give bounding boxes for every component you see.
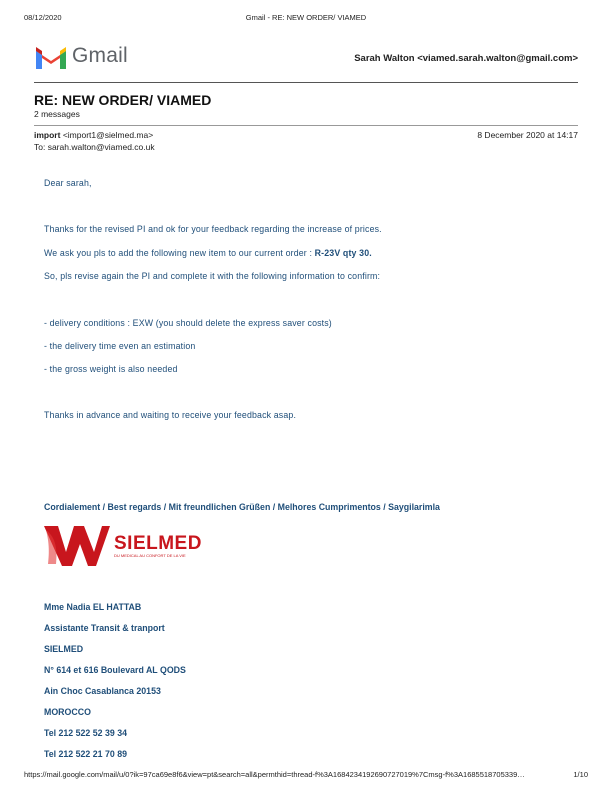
signature-address[interactable]: N° 614 et 616 Boulevard AL QODS [44,665,186,675]
sielmed-logo-tagline: DU MEDICAL AU CONFORT DE LA VIE [114,553,186,558]
body-line: - the gross weight is also needed [44,364,178,374]
body-line: Thanks for the revised PI and ok for your feedback regarding the increase of prices. [44,224,382,234]
message-date: 8 December 2020 at 14:17 [477,130,578,140]
page-number: 1/10 [573,770,588,779]
divider [34,125,578,126]
body-line: So, pls revise again the PI and complete it with the following information to confirm: [44,271,381,281]
signature-name: Mme Nadia EL HATTAB [44,602,142,612]
body-line: - delivery conditions : EXW (you should delete the express saver costs) [44,318,332,328]
signature-city[interactable]: Ain Choc Casablanca 20153 [44,686,161,696]
sender-email: <import1@sielmed.ma> [62,130,154,140]
greeting-line: Dear sarah, [44,178,92,188]
sielmed-logo-text: SIELMED [114,533,202,554]
sender-name: import [34,130,61,140]
body-line [44,248,372,258]
sender [34,130,153,140]
signature-company: SIELMED [44,644,84,654]
signature-country: MOROCCO [44,707,91,717]
signature-greeting: Cordialement / Best regards / Mit freundlichen Grüßen / Melhores Cumprimentos / Saygilarimla [44,502,440,512]
print-date: 08/12/2020 [24,13,62,22]
print-title: Gmail - RE: NEW ORDER/ VIAMED [245,13,367,22]
message-count: 2 messages [34,109,80,119]
signature-role: Assistante Transit & tranport [44,623,165,633]
body-line: - the delivery time even an estimation [44,341,196,351]
gmail-wordmark: Gmail [72,44,128,67]
body-text: We ask you pls to add the following new item to our current order : [44,248,315,258]
body-line: Thanks in advance and waiting to receive your feedback asap. [44,410,297,420]
thread-subject: RE: NEW ORDER/ VIAMED [34,92,212,108]
divider [34,82,578,83]
signature-phone: Tel 212 522 52 39 34 [44,728,127,738]
print-footer-url: https://mail.google.com/mail/u/0?ik=97ca69e8f6&view=pt&search=all&permthid=thread-f%3A1684234192690727019%7Cmsg-f%3A1685518705339… [24,770,525,779]
signature-phone: Tel 212 522 21 70 89 [44,749,127,759]
recipient: To: sarah.walton@viamed.co.uk [34,142,155,152]
order-item: R-23V qty 30. [314,248,372,258]
sielmed-logo [44,522,214,568]
account-email: Sarah Walton <viamed.sarah.walton@gmail.com> [354,53,578,64]
